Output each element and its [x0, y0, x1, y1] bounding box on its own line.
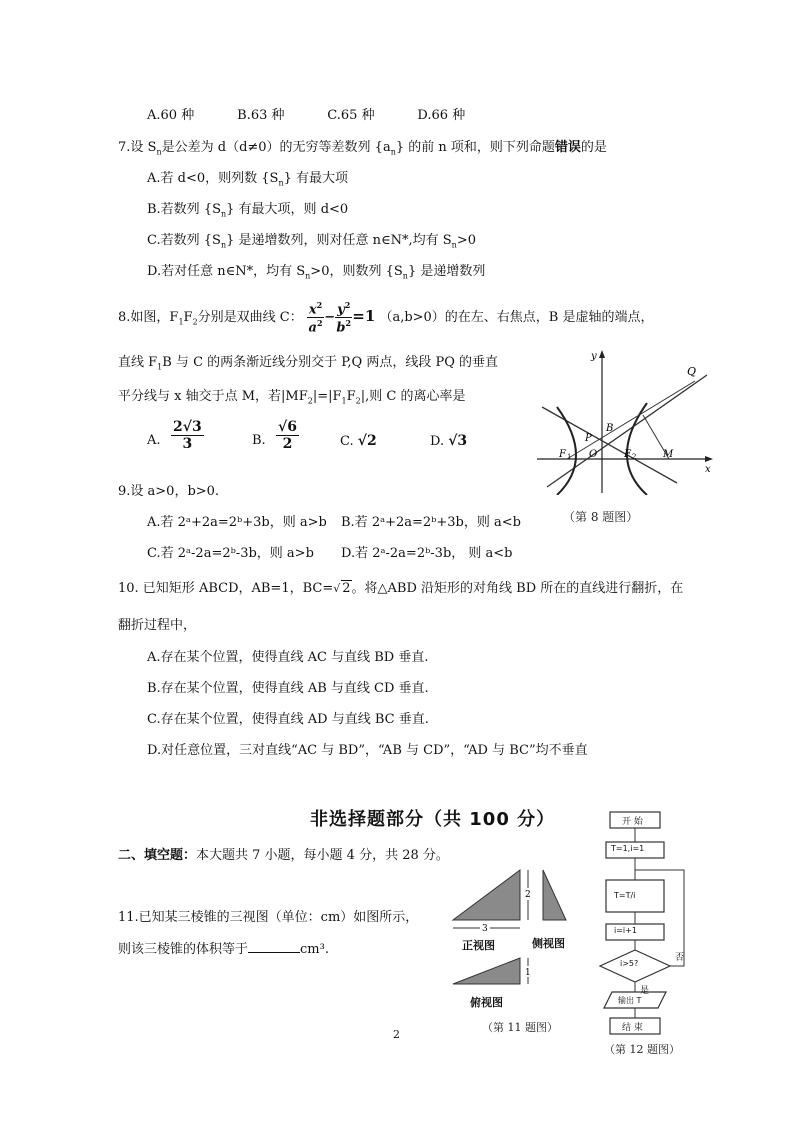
svg-text:O: O	[589, 449, 598, 460]
hyperbola-y-term: $\frac{y^2}{b^2}$	[336, 299, 352, 336]
svg-text:F: F	[624, 449, 631, 460]
flow-output: 输出 T	[618, 996, 642, 1005]
q10-stem-line2: 翻折过程中，	[118, 618, 197, 633]
svg-text:M: M	[663, 449, 674, 460]
flow-condition: i>5?	[620, 959, 639, 968]
flow-update-i: i=i+1	[614, 926, 637, 935]
flow-start: 开 始	[622, 817, 643, 827]
q10-option-b: B.存在某个位置，使得直线 AB 与直线 CD 垂直.	[147, 681, 429, 696]
q7-option-d: D.若对任意 n∈N*，均有 $S_n>0$，则数列 $\{S_n\}$ 是递增数列	[147, 264, 486, 281]
q8-option-c: C. √2	[340, 433, 377, 449]
svg-text:x: x	[705, 464, 711, 475]
front-view-label: 正视图	[462, 939, 495, 952]
q8-figure-caption: （第 8 题图）	[563, 510, 639, 524]
q6-option-a: A.60 种	[147, 108, 195, 123]
q8-figure	[527, 345, 717, 530]
page-number: 2	[393, 1028, 400, 1041]
q9-option-c: C.若 2ᵃ-2a=2ᵇ-3b，则 a>b	[147, 546, 314, 561]
q11-line2: 则该三棱锥的体积等于 cm³.	[118, 942, 329, 957]
svg-text:B: B	[606, 423, 614, 434]
flow-end: 结 束	[622, 1023, 643, 1033]
q8-line2: 直线 $F_1B$ 与 C 的两条渐近线分别交于 P,Q 两点，线段 PQ 的垂直	[118, 355, 498, 372]
q12-figure-caption: （第 12 题图）	[604, 1043, 680, 1056]
q8-option-b: B.	[252, 433, 266, 448]
svg-text:2: 2	[632, 453, 637, 461]
section-title: 非选择题部分（共 100 分）	[310, 809, 556, 830]
q8-line3: 平分线与 x 轴交于点 M，若$|MF_2|=|F_1F_2|$,则 C 的离心率是	[118, 389, 466, 406]
q7-option-b: B.若数列 $\{S_n\}$ 有最大项，则 d<0	[147, 202, 349, 219]
flow-no-label: 否	[675, 953, 685, 963]
flowchart-diagram	[598, 808, 698, 1038]
flow-update-t: T=T/i	[614, 891, 636, 900]
q9-option-d: D.若 2ᵃ-2a=2ᵇ-3b， 则 a<b	[341, 546, 513, 561]
svg-text:F: F	[559, 449, 566, 460]
q11-line1: 11.已知某三棱锥的三视图（单位：cm）如图所示，	[118, 910, 419, 925]
q8-option-a: A.	[147, 433, 161, 448]
q12-flowchart	[598, 808, 698, 1058]
svg-text:P: P	[585, 433, 592, 444]
q7-option-a: A.若 d<0，则列数 $\{S_n\}$ 有最大项	[147, 171, 349, 188]
q6-option-c: C.65 种	[327, 108, 375, 123]
q10-option-a: A.存在某个位置，使得直线 AC 与直线 BD 垂直.	[147, 650, 429, 665]
side-view-label: 侧视图	[532, 937, 565, 950]
q11-figure-caption: （第 11 题图）	[482, 1021, 558, 1034]
q8-option-d: D. √3	[430, 433, 468, 449]
q7-stem: 7.设 $S_n$是公差为 d（d≠0）的无穷等差数列 $\{a_n\}$ 的前 n 项和，则下列命题错误的是	[118, 140, 607, 157]
q8-stem: 8.如图，$F_1F_2$分别是双曲线 C： $\frac{x^2}{a^2}$ − $\frac{y^2}{b^2}$ =1 （a,b>0）的在左、右焦点，B 是虚轴的端点，	[118, 299, 654, 336]
fill-section-header: 二、填空题：本大题共 7 小题，每小题 4 分，共 28 分。	[118, 848, 449, 863]
q6-option-d: D.66 种	[417, 108, 466, 123]
svg-text:Q: Q	[687, 365, 697, 378]
svg-text:2: 2	[525, 890, 531, 900]
q10-stem: 10. 已知矩形 ABCD，AB=1，BC=√ 2。将△ABD 沿矩形的对角线 BD 所在的直线进行翻折，在	[118, 581, 684, 596]
flow-yes-label: 是	[640, 986, 650, 996]
q10-option-c: C.存在某个位置，使得直线 AD 与直线 BC 垂直.	[147, 712, 429, 727]
q7-option-c: C.若数列 $\{S_n\}$ 是递增数列，则对任意 n∈N*,均有 $S_n>0$	[147, 233, 476, 250]
svg-text:3: 3	[482, 924, 488, 934]
hyperbola-diagram	[527, 345, 717, 495]
q6-options	[147, 104, 465, 123]
q9-option-a: A.若 2ᵃ+2a=2ᵇ+3b，则 a>b	[147, 515, 327, 530]
q10-option-d: D.对任意位置，三对直线“AC 与 BD”，“AB 与 CD”，“AD 与 BC”均不垂直	[147, 743, 588, 758]
svg-text:1: 1	[525, 968, 531, 978]
q9-option-b: B.若 2ᵃ+2a=2ᵇ+3b，则 a<b	[341, 515, 521, 530]
q6-option-b: B.63 种	[237, 108, 285, 123]
flow-init: T=1,i=1	[611, 844, 645, 853]
top-view-label: 俯视图	[470, 996, 503, 1009]
q9-stem: 9.设 a>0，b>0.	[118, 484, 220, 499]
svg-text:y: y	[591, 351, 597, 362]
svg-text:1: 1	[567, 453, 572, 461]
q11-figure	[448, 862, 598, 1042]
q11-answer-blank	[248, 952, 300, 953]
hyperbola-x-term: $\frac{x^2}{a^2}$	[308, 299, 323, 336]
